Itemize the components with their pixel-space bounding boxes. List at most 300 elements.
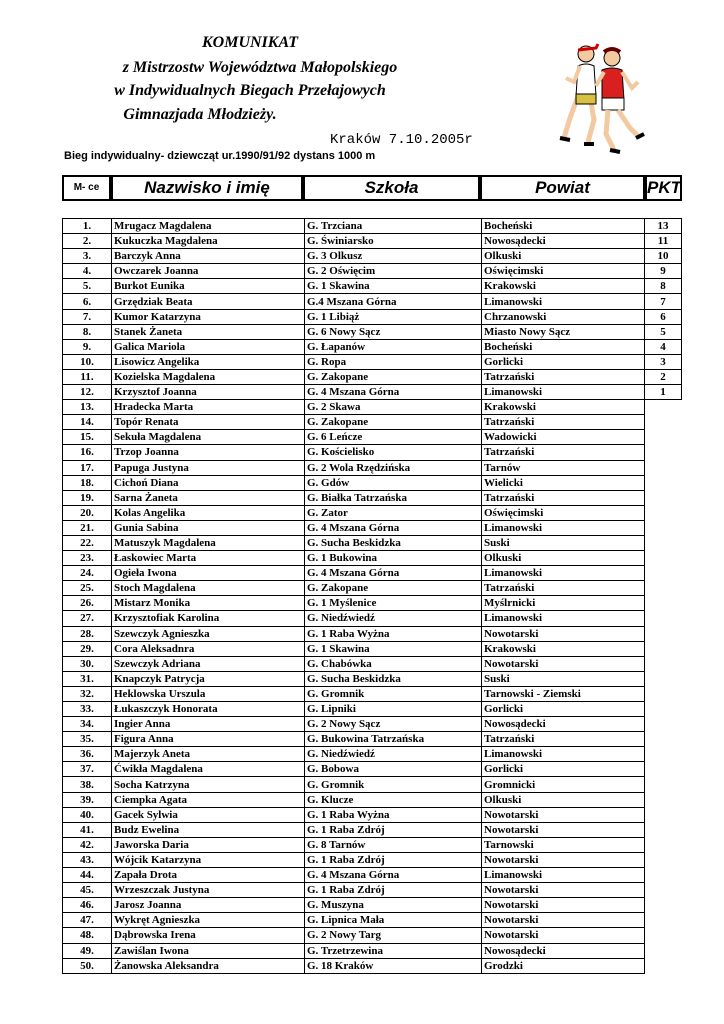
table-row bbox=[63, 596, 682, 611]
cell-points bbox=[645, 852, 682, 867]
cell-county: Tatrzański bbox=[482, 581, 645, 596]
table-row bbox=[63, 339, 682, 354]
table-row bbox=[63, 264, 682, 279]
cell-school: G. Klucze bbox=[305, 792, 482, 807]
cell-place: 18. bbox=[63, 475, 112, 490]
cell-place: 50. bbox=[63, 958, 112, 973]
cell-school: G. Kościelisko bbox=[305, 445, 482, 460]
cell-place: 22. bbox=[63, 535, 112, 550]
cell-school: G. Zakopane bbox=[305, 415, 482, 430]
cell-points: 5 bbox=[645, 324, 682, 339]
cell-points bbox=[645, 807, 682, 822]
table-row bbox=[63, 898, 682, 913]
cell-place: 35. bbox=[63, 732, 112, 747]
cell-place: 20. bbox=[63, 505, 112, 520]
cell-school: G. Gdów bbox=[305, 475, 482, 490]
cell-school: G.4 Mszana Górna bbox=[305, 294, 482, 309]
cell-points bbox=[645, 475, 682, 490]
cell-place: 8. bbox=[63, 324, 112, 339]
cell-name: Barczyk Anna bbox=[112, 249, 305, 264]
cell-school: G. 1 Skawina bbox=[305, 641, 482, 656]
cell-name: Jarosz Joanna bbox=[112, 898, 305, 913]
cell-place: 29. bbox=[63, 641, 112, 656]
cell-county: Gorlicki bbox=[482, 762, 645, 777]
cell-school: G. Zakopane bbox=[305, 581, 482, 596]
cell-points bbox=[645, 883, 682, 898]
cell-place: 32. bbox=[63, 686, 112, 701]
cell-school: G. 1 Raba Wyżna bbox=[305, 807, 482, 822]
doc-title: KOMUNIKAT bbox=[201, 34, 299, 51]
table-row bbox=[63, 551, 682, 566]
cell-place: 41. bbox=[63, 822, 112, 837]
cell-name: Majerzyk Aneta bbox=[112, 747, 305, 762]
table-row bbox=[63, 475, 682, 490]
cell-county: Oświęcimski bbox=[482, 505, 645, 520]
cell-school: G. 1 Bukowina bbox=[305, 551, 482, 566]
cell-place: 6. bbox=[63, 294, 112, 309]
cell-county: Wadowicki bbox=[482, 430, 645, 445]
cell-school: G. 6 Leńcze bbox=[305, 430, 482, 445]
cell-county: Tarnowski - Ziemski bbox=[482, 686, 645, 701]
cell-points: 11 bbox=[645, 234, 682, 249]
cell-place: 15. bbox=[63, 430, 112, 445]
cell-name: Burkot Eunika bbox=[112, 279, 305, 294]
cell-points: 8 bbox=[645, 279, 682, 294]
cell-points bbox=[645, 596, 682, 611]
cell-place: 7. bbox=[63, 309, 112, 324]
cell-place: 16. bbox=[63, 445, 112, 460]
table-row bbox=[63, 747, 682, 762]
cell-name: Topór Renata bbox=[112, 415, 305, 430]
table-row bbox=[63, 369, 682, 384]
cell-county: Limanowski bbox=[482, 294, 645, 309]
table-row bbox=[63, 309, 682, 324]
cell-school: G. Trzetrzewina bbox=[305, 943, 482, 958]
cell-county: Tarnowski bbox=[482, 837, 645, 852]
cell-points bbox=[645, 686, 682, 701]
cell-place: 27. bbox=[63, 611, 112, 626]
cell-school: G. Bukowina Tatrzańska bbox=[305, 732, 482, 747]
cell-points bbox=[645, 822, 682, 837]
cell-school: G. Gromnik bbox=[305, 686, 482, 701]
cell-county: Suski bbox=[482, 671, 645, 686]
cell-name: Matuszyk Magdalena bbox=[112, 535, 305, 550]
cell-school: G. Sucha Beskidzka bbox=[305, 671, 482, 686]
cell-points bbox=[645, 551, 682, 566]
cell-school: G. 3 Olkusz bbox=[305, 249, 482, 264]
cell-school: G. Sucha Beskidzka bbox=[305, 535, 482, 550]
cell-points: 13 bbox=[645, 219, 682, 234]
table-row bbox=[63, 671, 682, 686]
table-row bbox=[63, 566, 682, 581]
cell-county: Grodzki bbox=[482, 958, 645, 973]
cell-place: 28. bbox=[63, 626, 112, 641]
cell-school: G. 8 Tarnów bbox=[305, 837, 482, 852]
cell-county: Nowosądecki bbox=[482, 943, 645, 958]
cell-points bbox=[645, 460, 682, 475]
cell-school: G. Niedźwiedź bbox=[305, 611, 482, 626]
cell-points bbox=[645, 400, 682, 415]
cell-place: 23. bbox=[63, 551, 112, 566]
doc-title-line-4: Gimnazjada Młodzieży. bbox=[123, 106, 277, 123]
cell-county: Gorlicki bbox=[482, 354, 645, 369]
cell-county: Nowotarski bbox=[482, 928, 645, 943]
table-row bbox=[63, 354, 682, 369]
table-row bbox=[63, 762, 682, 777]
table-row bbox=[63, 535, 682, 550]
cell-place: 17. bbox=[63, 460, 112, 475]
cell-school: G. 1 Skawina bbox=[305, 279, 482, 294]
cell-school: G. 18 Kraków bbox=[305, 958, 482, 973]
cell-points: 2 bbox=[645, 369, 682, 384]
cell-school: G. Niedźwiedź bbox=[305, 747, 482, 762]
table-row bbox=[63, 626, 682, 641]
table-row bbox=[63, 581, 682, 596]
cell-place: 10. bbox=[63, 354, 112, 369]
cell-points bbox=[645, 415, 682, 430]
table-row bbox=[63, 868, 682, 883]
cell-county: Nowotarski bbox=[482, 898, 645, 913]
cell-name: Sarna Żaneta bbox=[112, 490, 305, 505]
table-row bbox=[63, 686, 682, 701]
cell-place: 38. bbox=[63, 777, 112, 792]
cell-county: Miasto Nowy Sącz bbox=[482, 324, 645, 339]
table-row bbox=[63, 460, 682, 475]
cell-school: G. Lipniki bbox=[305, 702, 482, 717]
table-row bbox=[63, 732, 682, 747]
cell-school: G. 2 Oświęcim bbox=[305, 264, 482, 279]
column-header-points: PKT bbox=[645, 175, 682, 201]
table-row bbox=[63, 883, 682, 898]
cell-county: Limanowski bbox=[482, 385, 645, 400]
table-row bbox=[63, 400, 682, 415]
cell-points bbox=[645, 777, 682, 792]
doc-subtitle: Bieg indywidualny- dziewcząt ur.1990/91/92 dystans 1000 m bbox=[64, 150, 376, 162]
table-row bbox=[63, 641, 682, 656]
table-row bbox=[63, 656, 682, 671]
cell-place: 11. bbox=[63, 369, 112, 384]
cell-name: Krzysztof Joanna bbox=[112, 385, 305, 400]
cell-name: Socha Katrzyna bbox=[112, 777, 305, 792]
cell-name: Wykręt Agnieszka bbox=[112, 913, 305, 928]
cell-place: 25. bbox=[63, 581, 112, 596]
table-row bbox=[63, 490, 682, 505]
cell-county: Myślrnicki bbox=[482, 596, 645, 611]
cell-school: G. 2 Wola Rzędzińska bbox=[305, 460, 482, 475]
table-row bbox=[63, 852, 682, 867]
cell-points: 10 bbox=[645, 249, 682, 264]
cell-name: Cichoń Diana bbox=[112, 475, 305, 490]
cell-county: Tarnów bbox=[482, 460, 645, 475]
cell-name: Heklowska Urszula bbox=[112, 686, 305, 701]
table-row bbox=[63, 717, 682, 732]
cell-points bbox=[645, 958, 682, 973]
cell-place: 14. bbox=[63, 415, 112, 430]
cell-county: Olkuski bbox=[482, 249, 645, 264]
cell-name: Stanek Żaneta bbox=[112, 324, 305, 339]
table-row bbox=[63, 294, 682, 309]
cell-county: Gromnicki bbox=[482, 777, 645, 792]
table-row bbox=[63, 807, 682, 822]
cell-name: Ćwikła Magdalena bbox=[112, 762, 305, 777]
cell-school: G. 1 Raba Zdrój bbox=[305, 822, 482, 837]
cell-school: G. 4 Mszana Górna bbox=[305, 520, 482, 535]
runners-illustration bbox=[548, 38, 648, 158]
cell-name: Ogieła Iwona bbox=[112, 566, 305, 581]
cell-points: 1 bbox=[645, 385, 682, 400]
cell-school: G. Ropa bbox=[305, 354, 482, 369]
cell-name: Dąbrowska Irena bbox=[112, 928, 305, 943]
cell-place: 31. bbox=[63, 671, 112, 686]
table-row bbox=[63, 445, 682, 460]
cell-school: G. Lipnica Mała bbox=[305, 913, 482, 928]
cell-name: Kolas Angelika bbox=[112, 505, 305, 520]
cell-name: Ciempka Agata bbox=[112, 792, 305, 807]
table-row bbox=[63, 928, 682, 943]
cell-name: Grzędziak Beata bbox=[112, 294, 305, 309]
table-row bbox=[63, 792, 682, 807]
cell-place: 42. bbox=[63, 837, 112, 852]
cell-name: Sekuła Magdalena bbox=[112, 430, 305, 445]
cell-points: 3 bbox=[645, 354, 682, 369]
cell-name: Owczarek Joanna bbox=[112, 264, 305, 279]
table-row bbox=[63, 837, 682, 852]
cell-county: Limanowski bbox=[482, 611, 645, 626]
table-row bbox=[63, 219, 682, 234]
cell-name: Ingier Anna bbox=[112, 717, 305, 732]
cell-points bbox=[645, 837, 682, 852]
cell-points bbox=[645, 430, 682, 445]
cell-school: G. Trzciana bbox=[305, 219, 482, 234]
cell-name: Łukaszczyk Honorata bbox=[112, 702, 305, 717]
cell-school: G. 1 Myślenice bbox=[305, 596, 482, 611]
cell-place: 47. bbox=[63, 913, 112, 928]
cell-place: 39. bbox=[63, 792, 112, 807]
table-row bbox=[63, 249, 682, 264]
cell-county: Limanowski bbox=[482, 868, 645, 883]
cell-name: Cora Aleksadnra bbox=[112, 641, 305, 656]
results-table bbox=[62, 218, 682, 974]
cell-name: Kumor Katarzyna bbox=[112, 309, 305, 324]
cell-points bbox=[645, 898, 682, 913]
cell-points bbox=[645, 943, 682, 958]
cell-place: 34. bbox=[63, 717, 112, 732]
cell-points bbox=[645, 505, 682, 520]
cell-points bbox=[645, 671, 682, 686]
cell-points bbox=[645, 928, 682, 943]
cell-county: Bocheński bbox=[482, 339, 645, 354]
cell-place: 3. bbox=[63, 249, 112, 264]
cell-county: Tatrzański bbox=[482, 415, 645, 430]
cell-points bbox=[645, 535, 682, 550]
cell-place: 12. bbox=[63, 385, 112, 400]
table-row bbox=[63, 234, 682, 249]
cell-place: 1. bbox=[63, 219, 112, 234]
cell-school: G. 2 Skawa bbox=[305, 400, 482, 415]
cell-county: Tatrzański bbox=[482, 732, 645, 747]
cell-county: Olkuski bbox=[482, 792, 645, 807]
cell-school: G. Gromnik bbox=[305, 777, 482, 792]
cell-place: 44. bbox=[63, 868, 112, 883]
column-header-school: Szkoła bbox=[303, 175, 480, 201]
cell-place: 40. bbox=[63, 807, 112, 822]
cell-school: G. Chabówka bbox=[305, 656, 482, 671]
cell-points bbox=[645, 520, 682, 535]
cell-place: 46. bbox=[63, 898, 112, 913]
cell-name: Wrzeszczak Justyna bbox=[112, 883, 305, 898]
cell-place: 37. bbox=[63, 762, 112, 777]
table-row bbox=[63, 324, 682, 339]
table-row bbox=[63, 943, 682, 958]
cell-name: Kukuczka Magdalena bbox=[112, 234, 305, 249]
cell-school: G. 1 Libiąż bbox=[305, 309, 482, 324]
cell-school: G. 1 Raba Zdrój bbox=[305, 883, 482, 898]
table-row bbox=[63, 520, 682, 535]
cell-points bbox=[645, 792, 682, 807]
cell-name: Budz Ewelina bbox=[112, 822, 305, 837]
cell-name: Gunia Sabina bbox=[112, 520, 305, 535]
cell-school: G. Białka Tatrzańska bbox=[305, 490, 482, 505]
cell-school: G. Łapanów bbox=[305, 339, 482, 354]
cell-place: 2. bbox=[63, 234, 112, 249]
cell-school: G. 1 Raba Wyżna bbox=[305, 626, 482, 641]
cell-points bbox=[645, 626, 682, 641]
cell-school: G. 2 Nowy Sącz bbox=[305, 717, 482, 732]
cell-points bbox=[645, 641, 682, 656]
table-row bbox=[63, 430, 682, 445]
cell-county: Nowotarski bbox=[482, 807, 645, 822]
column-header-place: M- ce bbox=[62, 175, 111, 201]
table-row bbox=[63, 279, 682, 294]
cell-school: G. Zakopane bbox=[305, 369, 482, 384]
cell-place: 24. bbox=[63, 566, 112, 581]
cell-county: Chrzanowski bbox=[482, 309, 645, 324]
cell-county: Oświęcimski bbox=[482, 264, 645, 279]
table-row bbox=[63, 611, 682, 626]
doc-date: Kraków 7.10.2005r bbox=[330, 132, 473, 148]
cell-place: 19. bbox=[63, 490, 112, 505]
cell-place: 5. bbox=[63, 279, 112, 294]
cell-school: G. Zator bbox=[305, 505, 482, 520]
cell-place: 30. bbox=[63, 656, 112, 671]
cell-county: Nowosądecki bbox=[482, 234, 645, 249]
cell-school: G. 4 Mszana Górna bbox=[305, 566, 482, 581]
cell-place: 26. bbox=[63, 596, 112, 611]
cell-points: 7 bbox=[645, 294, 682, 309]
cell-name: Galica Mariola bbox=[112, 339, 305, 354]
cell-points bbox=[645, 762, 682, 777]
cell-county: Nowotarski bbox=[482, 656, 645, 671]
cell-points bbox=[645, 717, 682, 732]
cell-county: Nowotarski bbox=[482, 852, 645, 867]
cell-name: Papuga Justyna bbox=[112, 460, 305, 475]
cell-place: 33. bbox=[63, 702, 112, 717]
cell-county: Wielicki bbox=[482, 475, 645, 490]
cell-points bbox=[645, 732, 682, 747]
cell-school: G. Świniarsko bbox=[305, 234, 482, 249]
cell-county: Tatrzański bbox=[482, 490, 645, 505]
cell-county: Gorlicki bbox=[482, 702, 645, 717]
cell-points bbox=[645, 868, 682, 883]
cell-name: Zapała Drota bbox=[112, 868, 305, 883]
cell-county: Olkuski bbox=[482, 551, 645, 566]
cell-county: Tatrzański bbox=[482, 445, 645, 460]
cell-name: Krzysztofiak Karolina bbox=[112, 611, 305, 626]
cell-points bbox=[645, 581, 682, 596]
cell-name: Wójcik Katarzyna bbox=[112, 852, 305, 867]
cell-county: Nowotarski bbox=[482, 883, 645, 898]
cell-place: 36. bbox=[63, 747, 112, 762]
cell-points bbox=[645, 490, 682, 505]
doc-title-line-2: z Mistrzostw Województwa Małopolskiego bbox=[122, 59, 398, 76]
cell-name: Kozielska Magdalena bbox=[112, 369, 305, 384]
cell-name: Mrugacz Magdalena bbox=[112, 219, 305, 234]
cell-name: Zawiślan Iwona bbox=[112, 943, 305, 958]
cell-county: Krakowski bbox=[482, 400, 645, 415]
cell-county: Tatrzański bbox=[482, 369, 645, 384]
cell-place: 43. bbox=[63, 852, 112, 867]
cell-points bbox=[645, 747, 682, 762]
cell-name: Hradecka Marta bbox=[112, 400, 305, 415]
table-row bbox=[63, 415, 682, 430]
cell-county: Krakowski bbox=[482, 641, 645, 656]
cell-school: G. Bobowa bbox=[305, 762, 482, 777]
cell-name: Mistarz Monika bbox=[112, 596, 305, 611]
cell-school: G. Muszyna bbox=[305, 898, 482, 913]
cell-name: Gacek Sylwia bbox=[112, 807, 305, 822]
cell-points bbox=[645, 611, 682, 626]
table-row bbox=[63, 777, 682, 792]
cell-county: Krakowski bbox=[482, 279, 645, 294]
cell-name: Trzop Joanna bbox=[112, 445, 305, 460]
cell-points bbox=[645, 445, 682, 460]
table-row bbox=[63, 702, 682, 717]
cell-points: 6 bbox=[645, 309, 682, 324]
cell-name: Szewczyk Agnieszka bbox=[112, 626, 305, 641]
cell-county: Nowotarski bbox=[482, 626, 645, 641]
cell-school: G. 2 Nowy Targ bbox=[305, 928, 482, 943]
cell-name: Jaworska Daria bbox=[112, 837, 305, 852]
cell-school: G. 6 Nowy Sącz bbox=[305, 324, 482, 339]
cell-county: Nowotarski bbox=[482, 822, 645, 837]
table-row bbox=[63, 958, 682, 973]
table-row bbox=[63, 385, 682, 400]
cell-name: Lisowicz Angelika bbox=[112, 354, 305, 369]
cell-points bbox=[645, 566, 682, 581]
column-header-county: Powiat bbox=[480, 175, 645, 201]
cell-place: 13. bbox=[63, 400, 112, 415]
cell-points bbox=[645, 702, 682, 717]
column-header-name: Nazwisko i imię bbox=[111, 175, 303, 201]
cell-place: 49. bbox=[63, 943, 112, 958]
cell-county: Nowosądecki bbox=[482, 717, 645, 732]
cell-place: 48. bbox=[63, 928, 112, 943]
cell-school: G. 4 Mszana Górna bbox=[305, 385, 482, 400]
cell-county: Nowotarski bbox=[482, 913, 645, 928]
doc-title-line-3: w Indywidualnych Biegach Przełajowych bbox=[114, 82, 386, 99]
cell-points bbox=[645, 913, 682, 928]
cell-place: 21. bbox=[63, 520, 112, 535]
cell-place: 4. bbox=[63, 264, 112, 279]
cell-school: G. 1 Raba Zdrój bbox=[305, 852, 482, 867]
cell-county: Bocheński bbox=[482, 219, 645, 234]
table-row bbox=[63, 913, 682, 928]
column-header-row bbox=[62, 175, 682, 199]
cell-name: Figura Anna bbox=[112, 732, 305, 747]
cell-county: Limanowski bbox=[482, 566, 645, 581]
cell-points: 4 bbox=[645, 339, 682, 354]
cell-county: Suski bbox=[482, 535, 645, 550]
